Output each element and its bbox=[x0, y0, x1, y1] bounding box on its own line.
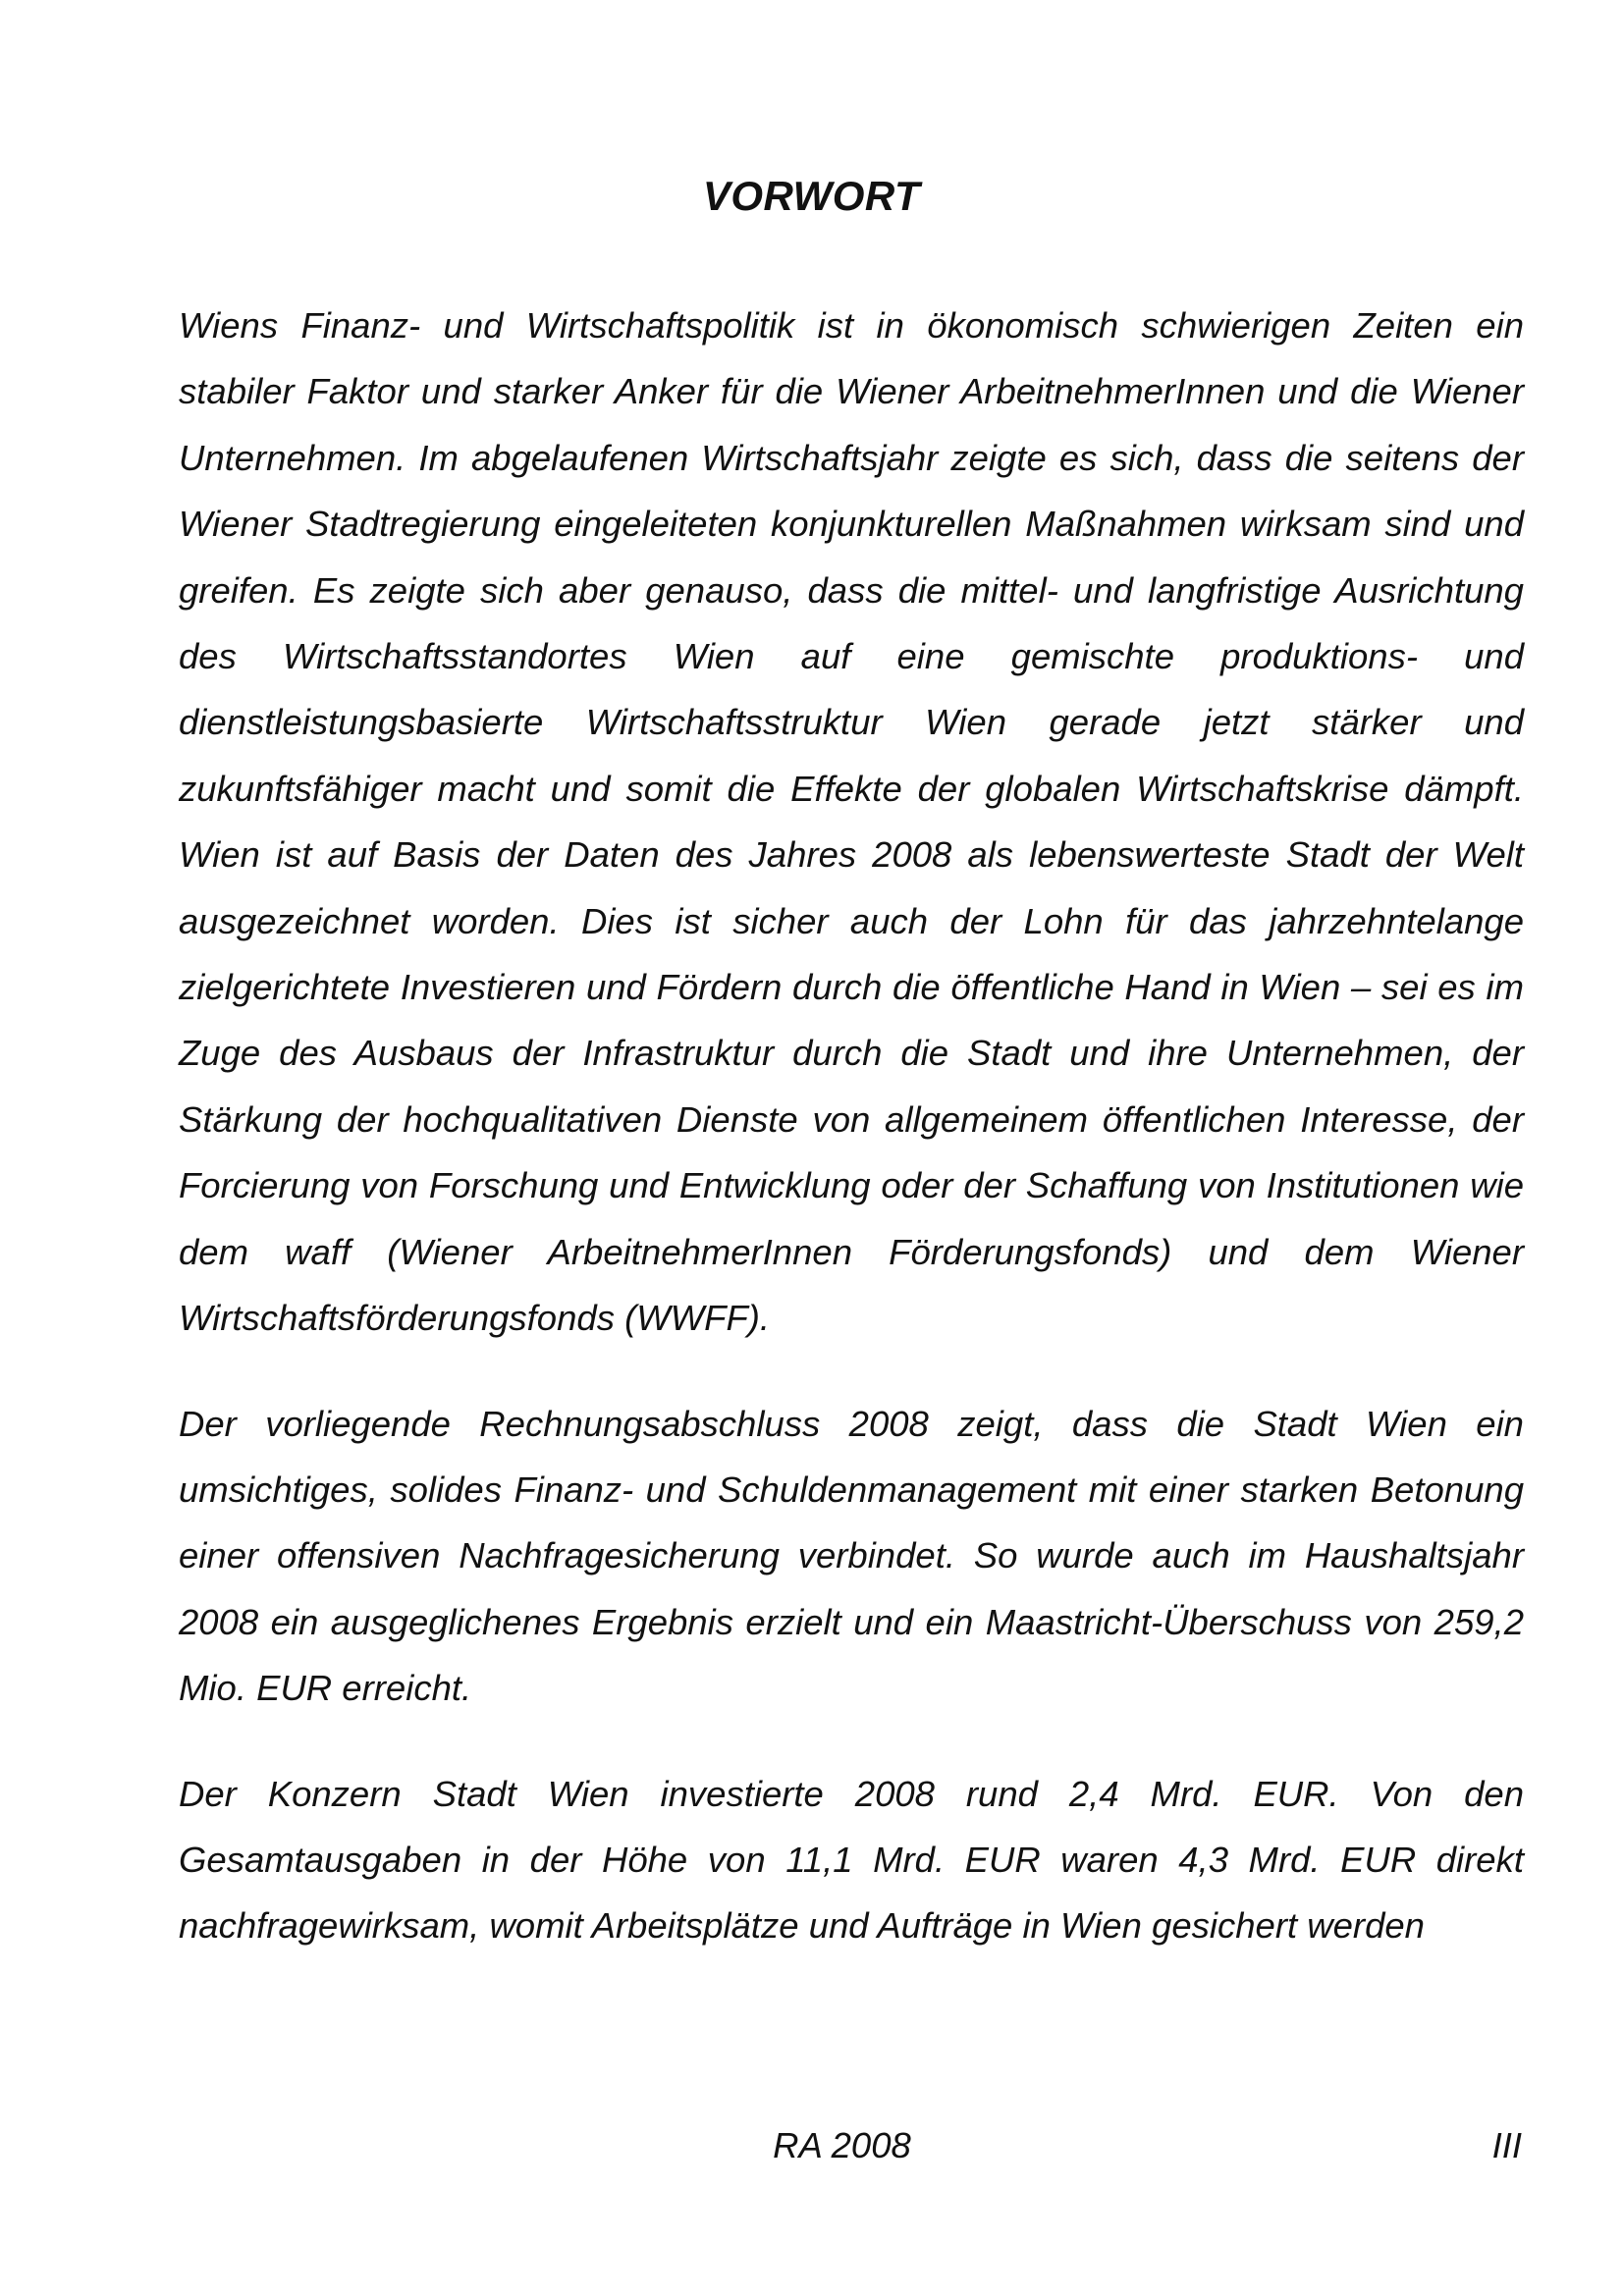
page-title: VORWORT bbox=[702, 173, 921, 220]
footer-page-number: III bbox=[1491, 2125, 1522, 2165]
footer-document-label: RA 2008 bbox=[773, 2125, 911, 2165]
paragraph-financial-statement: Der vorliegende Rechnungsabschluss 2008 zeigt, dass die Stadt Wien ein umsichtiges, solides Finanz- und Schuldenmanagement mit einer starken Betonung einer offensiven Nachfragesicherung verbindet. So wurde auch im Haushaltsjahr 2008 ein ausgeglichenes Ergebnis erzielt und ein Maastricht-Überschuss von 259,2 Mio. EUR erreicht. bbox=[179, 1403, 1524, 1709]
paragraph-economic-policy: Wiens Finanz- und Wirtschaftspolitik ist in ökonomisch schwierigen Zeiten ein stabiler Faktor und starker Anker für die Wiener ArbeitnehmerInnen und die Wiener Unternehmen. Im abgelaufenen Wirtschaftsjahr zeigte es sich, dass die seitens der Wiener Stadtregierung eingeleiteten konjunkturellen Maßnahmen wirksam sind und greifen. Es zeigte sich aber genauso, dass die mittel- und langfristige Ausrichtung des Wirtschaftsstandortes Wien auf eine gemischte produktions- und dienstleistungsbasierte Wirtschaftsstruktur Wien gerade jetzt stärker und zukunftsfähiger macht und somit die Effekte der globalen Wirtschaftskrise dämpft. Wien ist auf Basis der Daten des Jahres 2008 als lebenswerteste Stadt der Welt ausgezeichnet worden. Dies ist sicher auch der Lohn für das jahrzehntelange zielgerichtete Investieren und Fördern durch die öffentliche Hand in Wien – sei es im Zuge des Ausbaus der Infrastruktur durch die Stadt und ihre Unternehmen, der Stärkung der hochqualitativen Dienste von allgemeinem öffentlichen Interesse, der Forcierung von Forschung und Entwicklung oder der Schaffung von Institutionen wie dem waff (Wiener ArbeitnehmerInnen Förderungsfonds) und dem Wiener Wirtschaftsförderungsfonds (WWFF). bbox=[179, 305, 1524, 1339]
paragraph-investments: Der Konzern Stadt Wien investierte 2008 rund 2,4 Mrd. EUR. Von den Gesamtausgaben in der Höhe von 11,1 Mrd. EUR waren 4,3 Mrd. EUR direkt nachfragewirksam, womit Arbeitsplätze und Aufträge in Wien gesichert werden bbox=[179, 1773, 1524, 1947]
body-text bbox=[179, 293, 1524, 1959]
